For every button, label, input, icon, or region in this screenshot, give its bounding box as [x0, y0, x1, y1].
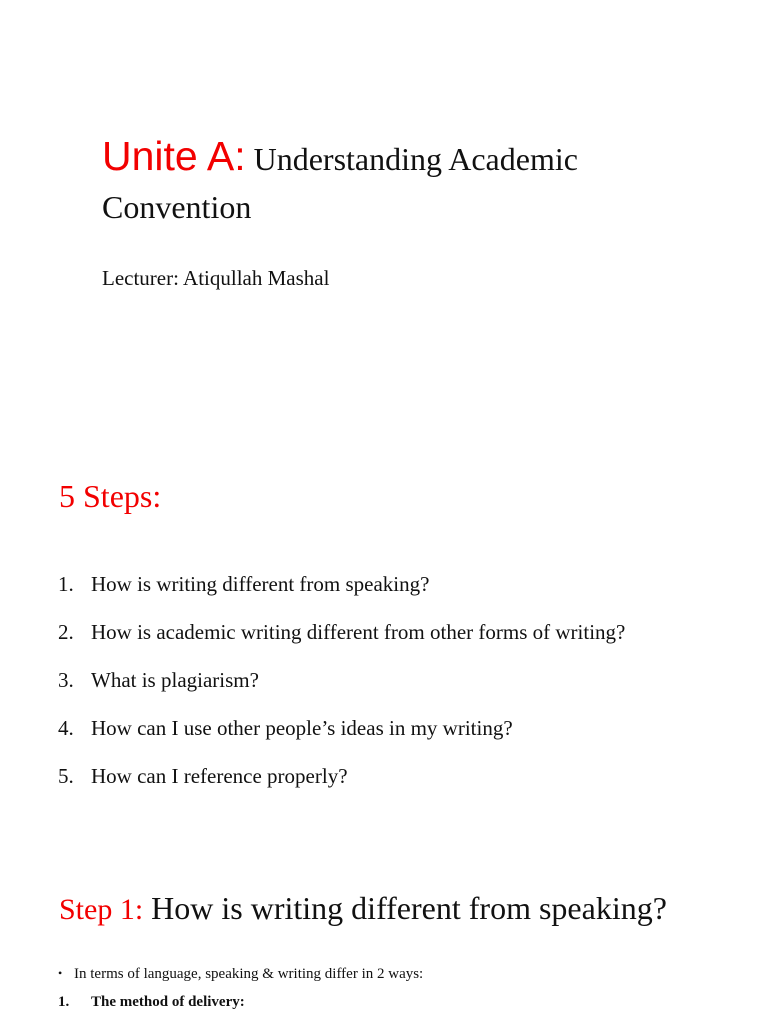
slide-1-title-prefix: Unite A: — [102, 133, 246, 179]
list-item-number: 4. — [58, 716, 74, 740]
list-item-text: What is plagiarism? — [91, 668, 259, 692]
step-1-title — [59, 890, 667, 927]
slide-1 — [0, 0, 768, 430]
step-1-title-text: How is writing different from speaking? — [143, 890, 667, 926]
step-1-title-prefix: Step 1: — [59, 893, 144, 926]
list-item — [58, 714, 625, 762]
numbered-item-number: 1. — [58, 994, 70, 1010]
list-item-text: How can I reference properly? — [91, 764, 348, 788]
bullet-icon: • — [58, 966, 63, 980]
list-item-text: How is writing different from speaking? — [91, 572, 430, 596]
list-item-number: 1. — [58, 572, 74, 596]
list-item — [58, 570, 625, 618]
list-item-text: How can I use other people’s ideas in my writing? — [91, 716, 513, 740]
slide-2 — [0, 430, 768, 840]
numbered-item-text: The method of delivery: — [91, 994, 245, 1010]
list-item-number: 5. — [58, 764, 74, 788]
slide-3 — [0, 840, 768, 1024]
steps-title: 5 Steps: — [59, 478, 162, 514]
bullet-item — [58, 966, 423, 983]
slide-1-title — [102, 132, 722, 231]
cut-off-text-line — [64, 1020, 714, 1024]
slide-1-title-text: Understanding Academic Convention — [102, 141, 578, 225]
list-item — [58, 618, 625, 666]
steps-list — [58, 570, 625, 810]
list-item — [58, 666, 625, 714]
list-item-text: How is academic writing different from other forms of writing? — [91, 620, 626, 644]
numbered-item — [58, 994, 245, 1011]
list-item-number: 3. — [58, 668, 74, 692]
lecturer-name: Lecturer: Atiqullah Mashal — [102, 266, 330, 290]
bullet-text: In terms of language, speaking & writing differ in 2 ways: — [74, 966, 424, 982]
list-item — [58, 762, 625, 810]
list-item-number: 2. — [58, 620, 74, 644]
